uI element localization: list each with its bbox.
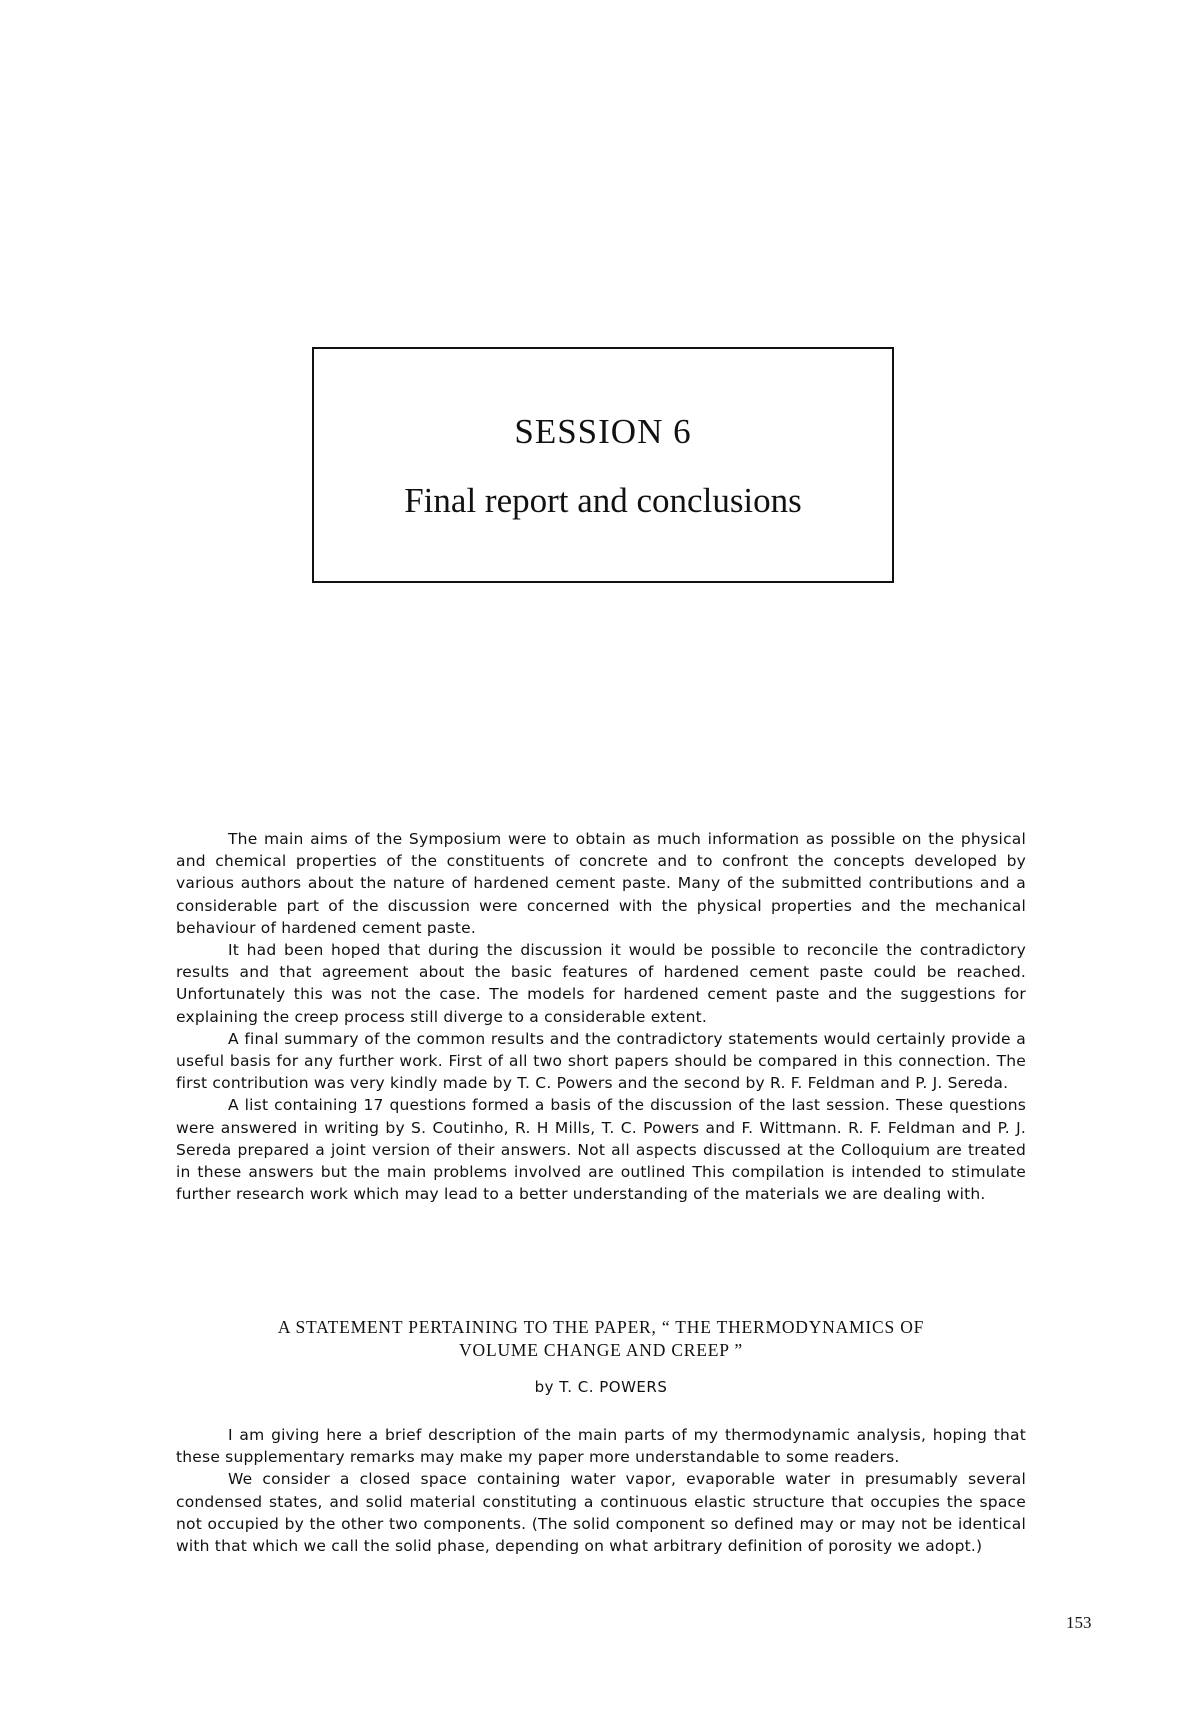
intro-paragraph: The main aims of the Symposium were to obtain as much information as possible on the physical and chemical properties of the constituents of concrete and to confront the concepts developed by various authors about the nature of hardened cement paste. Many of the submitted contributions and a considerable part of the discussion were concerned with the physical properties and the mechanical behaviour of hardened cement paste. — [176, 830, 1026, 937]
statement-paragraph: I am giving here a brief description of the main parts of my thermodynamic analysis, hoping that these supplementary remarks may make my paper more understandable to some readers. — [176, 1426, 1026, 1467]
statement-paragraph: We consider a closed space containing water vapor, evaporable water in presumably several condensed states, and solid material constituting a continuous elastic structure that occupies the space not occupied by the other two components. (The solid component so defined may or may not be identical with that which we call the solid phase, depending on what arbitrary definition of porosity we adopt.) — [176, 1470, 1026, 1556]
intro-section — [176, 828, 1026, 1205]
statement-heading-line: A STATEMENT PERTAINING TO THE PAPER, “ THE THERMODYNAMICS OF — [277, 1317, 925, 1337]
statement-author: by T. C. POWERS — [534, 1378, 668, 1396]
session-title-box — [312, 347, 894, 583]
statement-heading — [176, 1316, 1026, 1362]
statement-body — [176, 1424, 1026, 1557]
session-title: SESSION 6 — [514, 412, 692, 451]
intro-paragraph: It had been hoped that during the discussion it would be possible to reconcile the contradictory results and that agreement about the basic features of hardened cement paste could be reached. Unfortunately this was not the case. The models for hardened cement paste and the suggestions for explaining the creep process still diverge to a considerable extent. — [176, 941, 1026, 1026]
session-subtitle: Final report and conclusions — [404, 481, 802, 520]
intro-paragraph: A list containing 17 questions formed a basis of the discussion of the last session. These questions were answered in writing by S. Coutinho, R. H Mills, T. C. Powers and F. Wittmann. R. F. Feldman and P. J. Sereda prepared a joint version of their answers. Not all aspects discussed at the Colloquium are treated in these answers but the main problems involved are outlined This compilation is intended to stimulate further research work which may lead to a better understanding of the materials we are dealing with. — [176, 1096, 1026, 1204]
intro-paragraph: A final summary of the common results and the contradictory statements would certainly provide a useful basis for any further work. First of all two short papers should be compared in this connection. The first contribution was very kindly made by T. C. Powers and the second by R. F. Feldman and P. J. Sereda. — [176, 1029, 1026, 1093]
page-number: 153 — [1066, 1613, 1092, 1632]
statement-heading-line: VOLUME CHANGE AND CREEP ” — [459, 1340, 743, 1360]
